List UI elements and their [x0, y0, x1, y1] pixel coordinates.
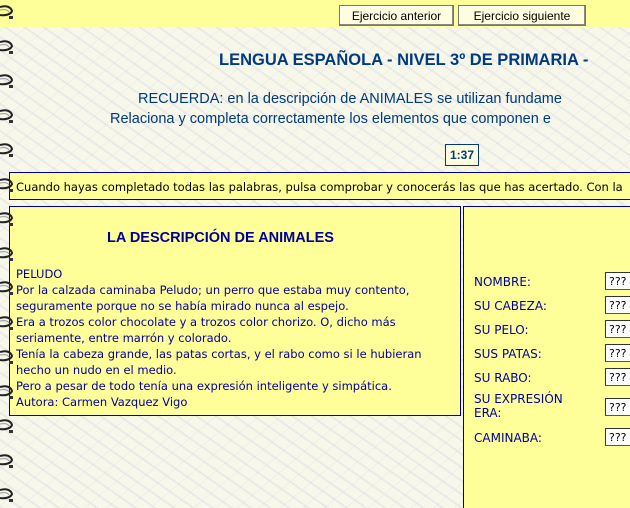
- next-exercise-button[interactable]: Ejercicio siguiente: [458, 5, 586, 26]
- story-author: Autora: Carmen Vazquez Vigo: [16, 395, 188, 409]
- spiral-ring-icon: [0, 142, 13, 158]
- spiral-ring-icon: [0, 418, 13, 434]
- caminaba-input[interactable]: [605, 428, 630, 446]
- spiral-ring-icon: [0, 39, 13, 55]
- spiral-ring-icon: [0, 384, 13, 400]
- page-title: LENGUA ESPAÑOLA - NIVEL 3º DE PRIMARIA -: [219, 51, 589, 69]
- spiral-ring-icon: [0, 4, 13, 20]
- expresion-input[interactable]: [605, 398, 630, 416]
- spiral-binding: [0, 0, 14, 508]
- field-label-pelo: SU PELO:: [474, 323, 529, 337]
- nombre-input[interactable]: [605, 272, 630, 290]
- cabeza-input[interactable]: [605, 296, 630, 314]
- spiral-ring-icon: [0, 177, 13, 193]
- field-label-patas: SUS PATAS:: [474, 347, 542, 361]
- rabo-input[interactable]: [605, 368, 630, 386]
- spiral-ring-icon: [0, 315, 13, 331]
- spiral-ring-icon: [0, 453, 13, 469]
- field-label-caminaba: CAMINABA:: [474, 431, 542, 445]
- spiral-ring-icon: [0, 73, 13, 89]
- field-label-expresion: SU EXPRESIÓN ERA:: [474, 392, 563, 420]
- field-label-cabeza: SU CABEZA:: [474, 299, 547, 313]
- story-paragraph: Tenía la cabeza grande, las patas cortas, y el rabo como si le hubieran hecho un nudo en el medio.: [16, 347, 422, 377]
- spiral-ring-icon: [0, 108, 13, 124]
- pelo-input[interactable]: [605, 320, 630, 338]
- spiral-ring-icon: [0, 211, 13, 227]
- spiral-ring-icon: [0, 349, 13, 365]
- story-title: PELUDO: [16, 267, 63, 281]
- timer-display: 1:37: [445, 144, 479, 166]
- answer-form-panel: [463, 206, 630, 508]
- story-paragraph: Por la calzada caminaba Peludo; un perro que estaba muy contento, seguramente porque no se había mirado nunca al espejo.: [16, 283, 410, 313]
- spiral-ring-icon: [0, 280, 13, 296]
- field-label-rabo: SU RABO:: [474, 371, 532, 385]
- spiral-ring-icon: [0, 246, 13, 262]
- story-paragraph: Era a trozos color chocolate y a trozos color chorizo. O, dicho más seriamente, entre marrón y colorado.: [16, 315, 396, 345]
- instructions-text: Cuando hayas completado todas las palabras, pulsa comprobar y conocerás las que has acertado. Con la: [16, 180, 623, 194]
- story-text: [16, 266, 456, 410]
- story-panel: [9, 206, 461, 416]
- spiral-ring-icon: [0, 487, 13, 503]
- instructions-bar: [9, 172, 630, 200]
- reminder-line: RECUERDA: en la descripción de ANIMALES se utilizan fundame: [138, 91, 562, 107]
- field-label-nombre: NOMBRE:: [474, 275, 531, 289]
- story-paragraph: Pero a pesar de todo tenía una expresión inteligente y simpática.: [16, 379, 392, 393]
- previous-exercise-button[interactable]: Ejercicio anterior: [339, 5, 454, 26]
- patas-input[interactable]: [605, 344, 630, 362]
- instruction-line: Relaciona y completa correctamente los elementos que componen e: [110, 111, 551, 127]
- story-heading: LA DESCRIPCIÓN DE ANIMALES: [107, 230, 334, 246]
